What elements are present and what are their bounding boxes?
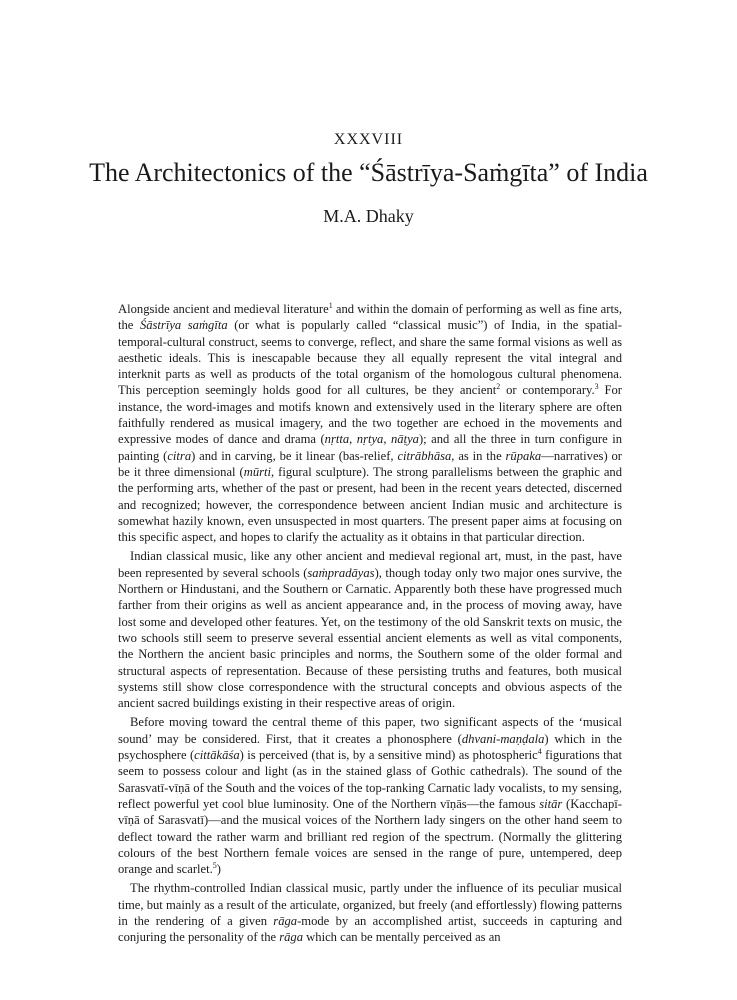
italic-term: citrābhāsa,	[397, 448, 455, 463]
body-text	[118, 301, 622, 946]
paragraph	[118, 301, 622, 545]
text-run: -mode by an accomplished artist, succeeds in capturing and conjuring the personality of the	[118, 913, 622, 945]
text-run: or contemporary.	[500, 383, 595, 398]
text-run: figurations that seem to possess colour and light (as in the stained glass of Gothic cathedrals). The sound of the Sarasvatī-vīṇā of the South and the voices of the top-ranking Carnatic lady vocalists, to my sensing, reflect powerful yet cool blue luminosity. One of the Northern vīṇās—the famous	[118, 748, 623, 811]
footnote-ref: 1	[328, 300, 333, 310]
italic-term: Śāstrīya saṁgīta	[139, 318, 228, 333]
text-run: Alongside ancient and medieval literature	[118, 302, 329, 316]
text-run: ), though today only two major ones survive, the Northern or Hindustani, and the Southern or Carnatic. Apparently both these have progressed much farther from their origins as well as ancient appearance and, in the process of moving away, have lost some and developed other features. Yet, on the testimony of the old Sanskrit texts on music, the two schools still seem to preserve several essential ancient elements as well as vital components, the Northern the ancient basic principles and norms, the Southern some of the older formal and structural aspects of representation. Because of these persisting truths and features, both musical systems still show close correspondence with the structural concepts and obvious aspects of the ancient sacred buildings existing in their respective areas of origin.	[118, 565, 623, 711]
footnote-ref: 4	[537, 746, 542, 756]
text-run: figural sculpture). The strong parallelisms between the graphic and the performing arts, whether of the past or present, had been in the recent years detected, discerned and recognized; however, the correspondence between ancient Indian music and architecture is somewhat hazily known, even unsuspected in most quarters. The present paper aims at focusing on this specific aspect, and hopes to clarify the actuality as it obtains in that particular direction.	[118, 464, 623, 545]
author-name: M.A. Dhaky	[323, 206, 414, 226]
italic-term: citra	[167, 448, 192, 463]
italic-term: rāga	[273, 913, 298, 928]
text-run: and within the domain of performing as well as fine arts, the	[118, 302, 623, 333]
text-run: ) which in the psychosphere (	[118, 731, 622, 763]
italic-term: nṛtta, nṛtya, nāṭya	[324, 432, 419, 447]
footnote-ref: 5	[212, 860, 217, 870]
italic-term: dhvani-maṇḍala	[461, 731, 545, 746]
text-run: The rhythm-controlled Indian classical music, partly under the influence of its peculiar musical time, but mainly as a result of the articulate, organized, but freely (and effortlessly) flowing patterns in the rendering of a given	[118, 881, 622, 928]
text-run: Before moving toward the central theme of this paper, two significant aspects of the ‘musical sound’ may be considered. First, that it creates a phonosphere (	[118, 715, 622, 746]
italic-term: rāga	[279, 930, 304, 945]
text-run: For instance, the word-images and motifs known and extensively used in the literary sphere are often faithfully rendered as musical imagery, and the two together are echoed in the movements and expressive modes of dance and drama (	[118, 383, 622, 447]
text-run: )	[216, 862, 221, 877]
text-run: (Kacchapī-vīṇā of Sarasvatī)—and the musical voices of the Northern lady singers on the other hand seem to deflect toward the rather warm and brilliant red region of the spectrum. (Normally the glittering colours of the best Northern female voices are sensed in the range of pure, untempered, deep orange and scarlet.	[118, 796, 622, 877]
footnote-ref: 3	[594, 382, 599, 392]
text-run: Indian classical music, like any other ancient and medieval regional art, must, in the past, have been represented by several schools (	[118, 549, 622, 580]
text-run: ) is perceived (that is, by a sensitive mind) as photospheric	[239, 748, 538, 763]
paragraph	[118, 880, 622, 945]
italic-term: rūpaka	[505, 448, 542, 463]
italic-term: cittākāśa	[194, 748, 240, 763]
italic-term: mūrti,	[243, 464, 275, 479]
text-run: which can be mentally perceived as an	[303, 930, 501, 945]
chapter-title: The Architectonics of the “Śāstrīya-Saṁgīta” of India	[89, 158, 648, 187]
text-run: (or what is popularly called “classical music”) of India, in the spatial-temporal-cultural construct, seems to converge, reflect, and share the same formal visions as well as aesthetic ideals. This is inescapable because they all equally represent the vital integral and interknit parts as well as products of the total organism of the homologous cultural phenomena. This perception seemingly holds good for all cultures, be they ancient	[118, 318, 622, 398]
footnote-ref: 2	[496, 382, 501, 392]
paragraph	[118, 714, 622, 877]
text-run: ); and all the three in turn configure in painting (	[118, 432, 622, 463]
text-run: as in the	[454, 448, 506, 463]
chapter-number: XXXVIII	[333, 131, 404, 148]
italic-term: saṁpradāyas	[307, 565, 375, 580]
paragraph	[118, 548, 622, 711]
italic-term: sitār	[539, 796, 563, 811]
text-run: ) and in carving, be it linear (bas-relief,	[191, 448, 398, 463]
text-run: —narratives) or be it three dimensional (	[118, 448, 622, 479]
